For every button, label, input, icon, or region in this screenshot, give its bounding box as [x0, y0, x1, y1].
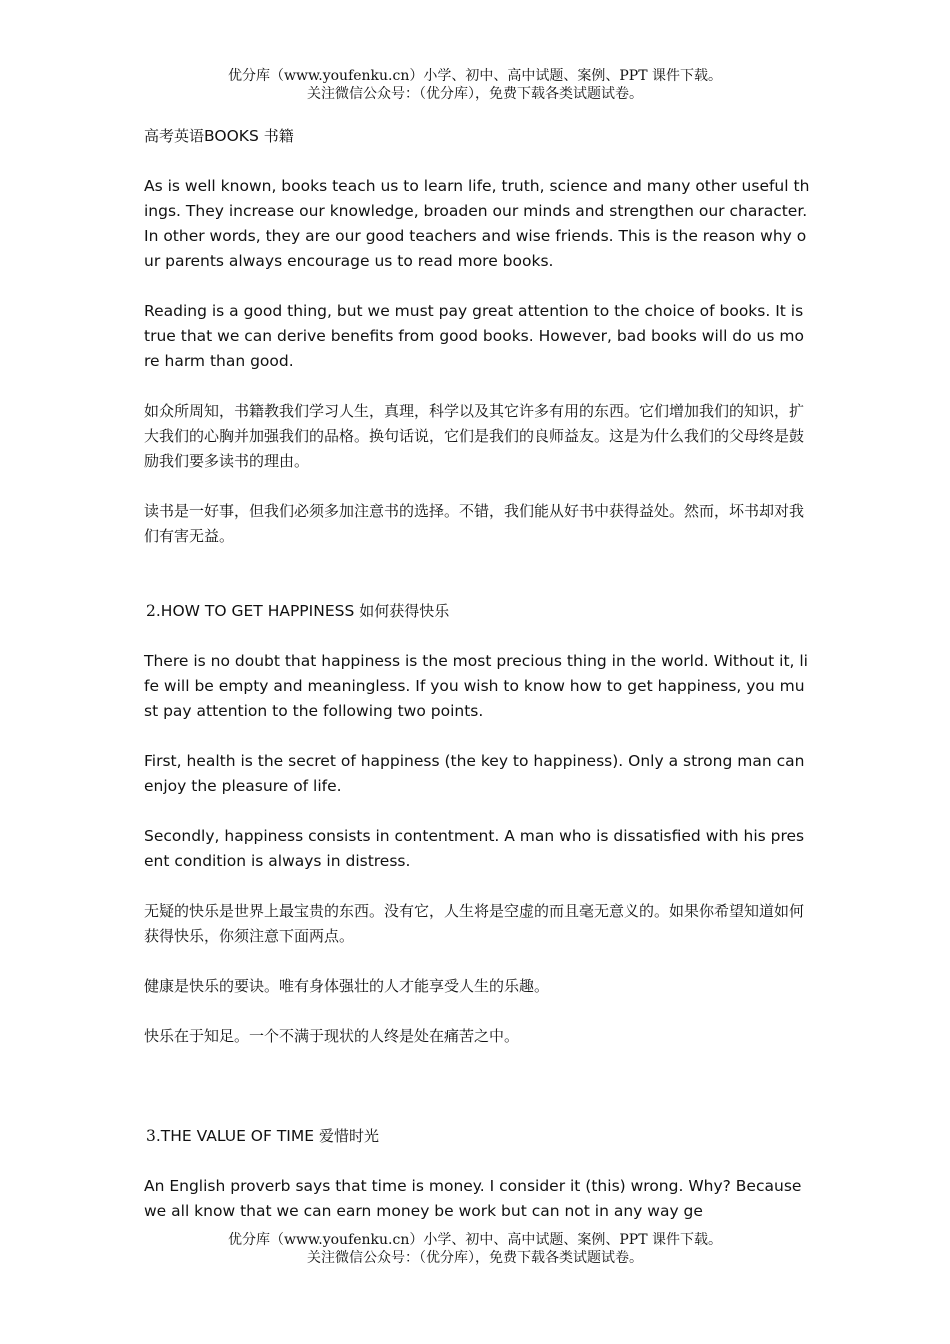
section-1-title [144, 124, 810, 149]
section-2-chinese-2: 健康是快乐的要诀。唯有身体强壮的人才能享受人生的乐趣。 [144, 977, 550, 995]
section-3-title-en: .THE VALUE OF TIME [155, 1127, 315, 1145]
page-header [0, 67, 950, 103]
section-2-paragraph-3: Secondly, happiness consists in contentment. A man who is dissatisfied with his present condition is always in distress. [144, 827, 805, 870]
section-1-paragraph-1: As is well known, books teach us to learn life, truth, science and many other useful things. They increase our knowledge, broaden our minds and strengthen our character. In other words, they are our good teachers and wise friends. This is the reason why our parents always encourage us to read more books. [144, 177, 810, 270]
section-1-paragraph-2: Reading is a good thing, but we must pay great attention to the choice of books. It is true that we can derive benefits from good books. However, bad books will do us more harm than good. [144, 302, 804, 370]
section-3-paragraph-1: An English proverb says that time is money. I consider it (this) wrong. Why? Because we all know that we can earn money be work but can not in any way ge [144, 1177, 802, 1220]
section-3-number: 3 [146, 1127, 156, 1145]
section-2-paragraph-1: There is no doubt that happiness is the most precious thing in the world. Without it, life will be empty and meaningless. If you wish to know how to get happiness, you must pay attention to the following two points. [144, 652, 808, 720]
section-2-chinese-3: 快乐在于知足。一个不满于现状的人终是处在痛苦之中。 [144, 1027, 520, 1045]
section-2-number: 2 [146, 602, 156, 620]
title-cn-suffix: 书籍 [263, 127, 294, 145]
section-2-chinese-1: 无疑的快乐是世界上最宝贵的东西。没有它，人生将是空虚的而且毫无意义的。如果你希望知道如何获得快乐，你须注意下面两点。 [144, 902, 805, 945]
title-cn-prefix: 高考英语 [144, 127, 205, 145]
section-3-title-cn: 爱惜时光 [318, 1127, 379, 1145]
header-line-2: 关注微信公众号：（优分库），免费下载各类试题试卷。 [307, 86, 643, 102]
header-line-1: 优分库（www.youfenku.cn）小学、初中、高中试题、案例、PPT 课件下载。 [227, 68, 722, 84]
section-2-title [144, 599, 810, 624]
section-3-title [144, 1124, 810, 1149]
section-1-chinese-2: 读书是一好事，但我们必须多加注意书的选择。不错，我们能从好书中获得益处。然而，坏书却对我们有害无益。 [144, 502, 805, 545]
footer-line-2: 关注微信公众号：（优分库），免费下载各类试题试卷。 [307, 1250, 643, 1266]
section-2-title-cn: 如何获得快乐 [359, 602, 450, 620]
footer-line-1: 优分库（www.youfenku.cn）小学、初中、高中试题、案例、PPT 课件下载。 [227, 1232, 722, 1248]
section-1-chinese-1: 如众所周知，书籍教我们学习人生，真理，科学以及其它许多有用的东西。它们增加我们的知识，扩大我们的心胸并加强我们的品格。换句话说，它们是我们的良师益友。这是为什么我们的父母终是鼓励我们要多读书的理由。 [144, 402, 805, 470]
document-body [144, 124, 810, 1224]
page-footer [0, 1231, 950, 1267]
title-en: BOOKS [204, 127, 259, 145]
section-2-paragraph-2: First, health is the secret of happiness (the key to happiness). Only a strong man can enjoy the pleasure of life. [144, 752, 805, 795]
section-2-title-en: .HOW TO GET HAPPINESS [155, 602, 355, 620]
